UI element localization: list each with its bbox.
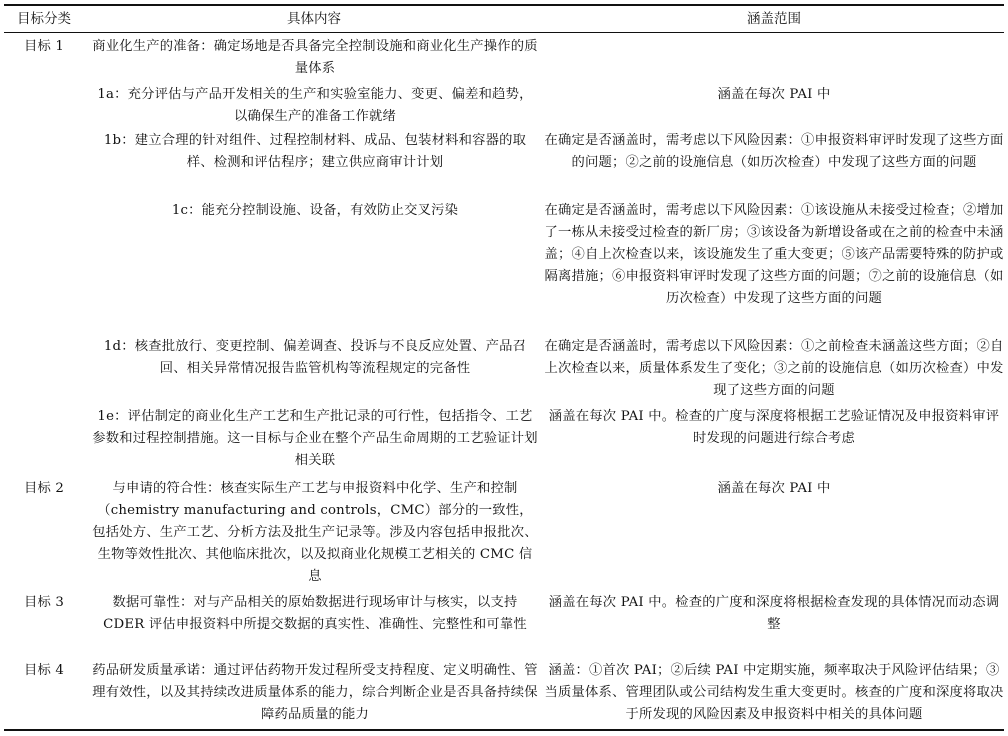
row-content: 1c：能充分控制设施、设备，有效防止交叉污染 xyxy=(171,203,459,218)
row-scope: 涵盖在每次 PAI 中 xyxy=(717,87,831,102)
header-content: 具体内容 xyxy=(287,11,341,27)
row-content: 1b：建立合理的针对组件、过程控制材料、成品、包装材料和容器的取样、检测和评估程序；建立供应商审计计划 xyxy=(103,133,527,170)
row-content: 1a：充分评估与产品开发相关的生产和实验室能力、变更、偏差和趋势，以确保生产的准备工作就绪 xyxy=(97,87,533,124)
row-category: 目标 2 xyxy=(23,481,65,496)
row-content: 1e：评估制定的商业化生产工艺和生产批记录的可行性，包括指令、工艺参数和过程控制措施。这一目标与企业在整个产品生命周期的工艺验证计划相关联 xyxy=(92,409,538,468)
table-bottom-rule xyxy=(4,729,1004,731)
row-content: 数据可靠性：对与产品相关的原始数据进行现场审计与核实，以支持 CDER 评估申报资料中所提交数据的真实性、准确性、完整性和可靠性 xyxy=(103,595,527,632)
header-category: 目标分类 xyxy=(17,11,71,27)
row-scope: 涵盖在每次 PAI 中 xyxy=(717,481,831,496)
row-category: 目标 1 xyxy=(23,39,65,54)
row-content: 商业化生产的准备：确定场地是否具备完全控制设施和商业化生产操作的质量体系 xyxy=(92,39,538,76)
row-scope: 在确定是否涵盖时，需考虑以下风险因素：①申报资料审评时发现了这些方面的问题；②之前的设施信息（如历次检查）中发现了这些方面的问题 xyxy=(544,133,1004,170)
header-rule xyxy=(4,32,1004,33)
row-category: 目标 3 xyxy=(23,595,65,610)
row-content: 1d：核查批放行、变更控制、偏差调查、投诉与不良反应处置、产品召回、相关异常情况报告监管机构等流程规定的完备性 xyxy=(103,339,527,376)
header-scope: 涵盖范围 xyxy=(747,11,801,27)
row-category: 目标 4 xyxy=(23,663,65,678)
row-content: 与申请的符合性：核查实际生产工艺与申报资料中化学、生产和控制（chemistry manufacturing and controls，CMC）部分的一致性，包括处方、生产工艺、分析方法及批生产记录等。涉及内容包括申报批次、生物等效性批次、其他临床批次，以及拟商业化规模工艺相关的 CMC 信息 xyxy=(92,481,538,584)
row-scope: 涵盖在每次 PAI 中。检查的广度与深度将根据工艺验证情况及申报资料审评时发现的问题进行综合考虑 xyxy=(548,409,1000,446)
row-scope: 在确定是否涵盖时，需考虑以下风险因素：①该设施从未接受过检查；②增加了一栋从未接受过检查的新厂房；③该设备为新增设备或在之前的检查中未涵盖；④自上次检查以来，该设施发生了重大变更；⑤该产品需要特殊的防护或隔离措施；⑥申报资料审评时发现了这些方面的问题；⑦之前的设施信息（如历次检查）中发现了这些方面的问题 xyxy=(544,203,1004,306)
row-scope: 在确定是否涵盖时，需考虑以下风险因素：①之前检查未涵盖这些方面；②自上次检查以来，质量体系发生了变化；③之前的设施信息（如历次检查）中发现了这些方面的问题 xyxy=(544,339,1004,398)
row-scope: 涵盖在每次 PAI 中。检查的广度和深度将根据检查发现的具体情况而动态调整 xyxy=(548,595,1000,632)
row-content: 药品研发质量承诺：通过评估药物开发过程所受支持程度、定义明确性、管理有效性，以及其持续改进质量体系的能力，综合判断企业是否具备持续保障药品质量的能力 xyxy=(92,663,538,722)
row-scope: 涵盖：①首次 PAI；②后续 PAI 中定期实施，频率取决于风险评估结果；③当质量体系、管理团队或公司结构发生重大变更时。核查的广度和深度将取决于所发现的风险因素及申报资料中相关的具体问题 xyxy=(544,663,1004,722)
